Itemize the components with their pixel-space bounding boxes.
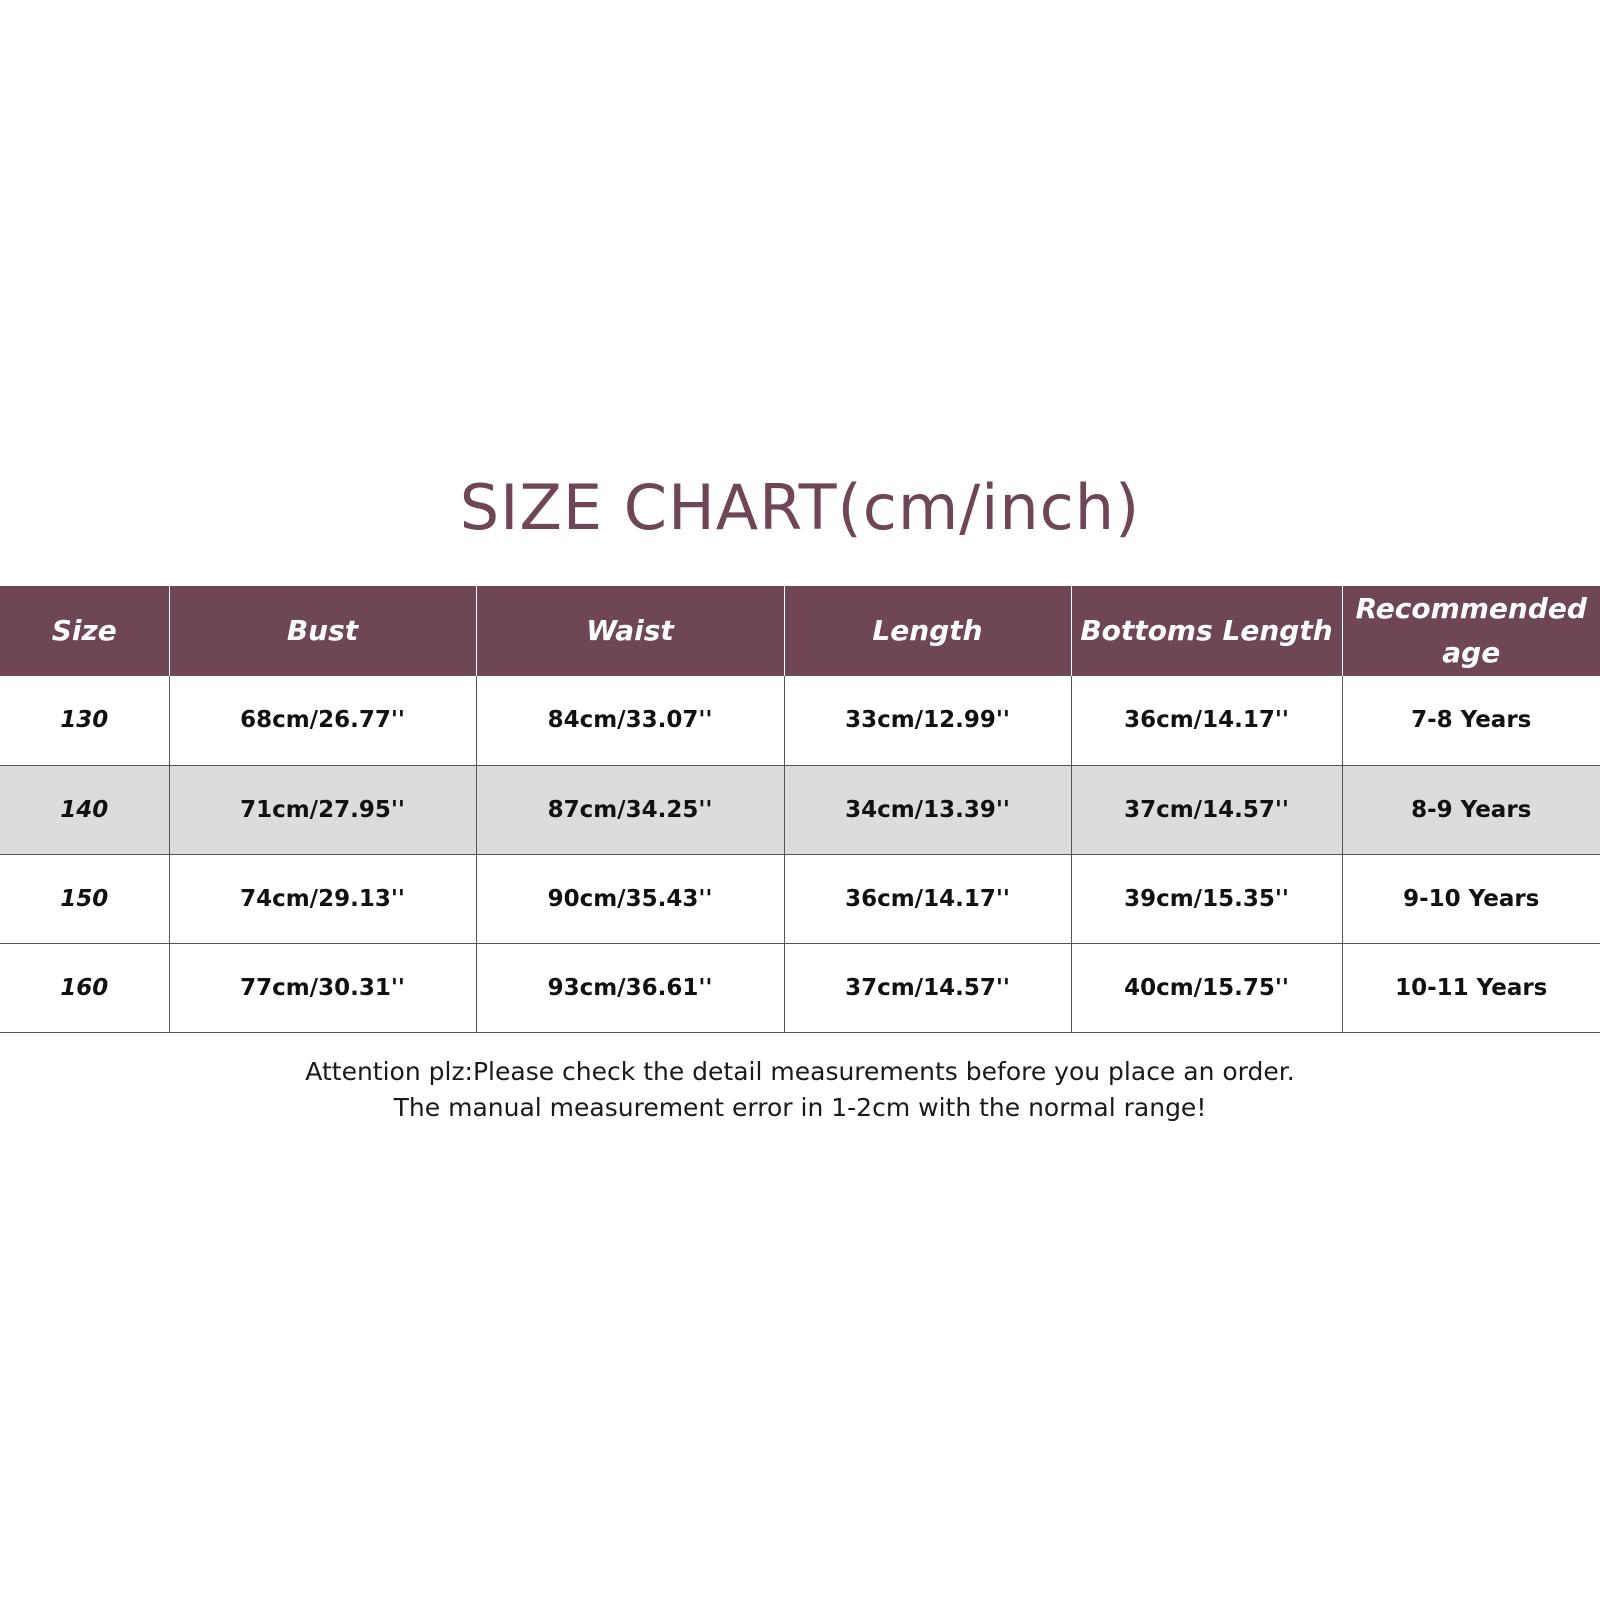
cell-length: 36cm/14.17'': [784, 854, 1071, 943]
table-row: [0, 854, 1600, 943]
table-row: [0, 765, 1600, 854]
cell-length: 37cm/14.57'': [784, 943, 1071, 1032]
header-recommended-age: Recommended age: [1342, 586, 1600, 676]
cell-size: 160: [0, 943, 169, 1032]
cell-age: 8-9 Years: [1342, 765, 1600, 854]
cell-size: 130: [0, 676, 169, 765]
cell-bottoms-length: 37cm/14.57'': [1071, 765, 1342, 854]
cell-bottoms-length: 36cm/14.17'': [1071, 676, 1342, 765]
header-bottoms-length: Bottoms Length: [1071, 586, 1342, 676]
cell-size: 150: [0, 854, 169, 943]
header-bust: Bust: [169, 586, 476, 676]
cell-size: 140: [0, 765, 169, 854]
cell-age: 7-8 Years: [1342, 676, 1600, 765]
cell-bust: 68cm/26.77'': [169, 676, 476, 765]
cell-waist: 93cm/36.61'': [476, 943, 784, 1032]
table-row: [0, 943, 1600, 1032]
cell-bust: 77cm/30.31'': [169, 943, 476, 1032]
cell-bust: 71cm/27.95'': [169, 765, 476, 854]
attention-notes: [0, 1054, 1600, 1126]
cell-bottoms-length: 39cm/15.35'': [1071, 854, 1342, 943]
cell-waist: 84cm/33.07'': [476, 676, 784, 765]
cell-waist: 87cm/34.25'': [476, 765, 784, 854]
table-row: [0, 676, 1600, 765]
page-title: SIZE CHART(cm/inch): [459, 471, 1141, 544]
attention-note-line: Attention plz:Please check the detail measurements before you place an order.: [305, 1057, 1295, 1086]
cell-bust: 74cm/29.13'': [169, 854, 476, 943]
header-waist: Waist: [476, 586, 784, 676]
header-length: Length: [784, 586, 1071, 676]
measurement-error-note-line: The manual measurement error in 1-2cm with the normal range!: [393, 1093, 1207, 1122]
cell-age: 9-10 Years: [1342, 854, 1600, 943]
size-chart-table: [0, 586, 1600, 1033]
cell-length: 33cm/12.99'': [784, 676, 1071, 765]
table-header-row: [0, 586, 1600, 676]
cell-age: 10-11 Years: [1342, 943, 1600, 1032]
header-size: Size: [0, 586, 169, 676]
cell-length: 34cm/13.39'': [784, 765, 1071, 854]
cell-waist: 90cm/35.43'': [476, 854, 784, 943]
cell-bottoms-length: 40cm/15.75'': [1071, 943, 1342, 1032]
